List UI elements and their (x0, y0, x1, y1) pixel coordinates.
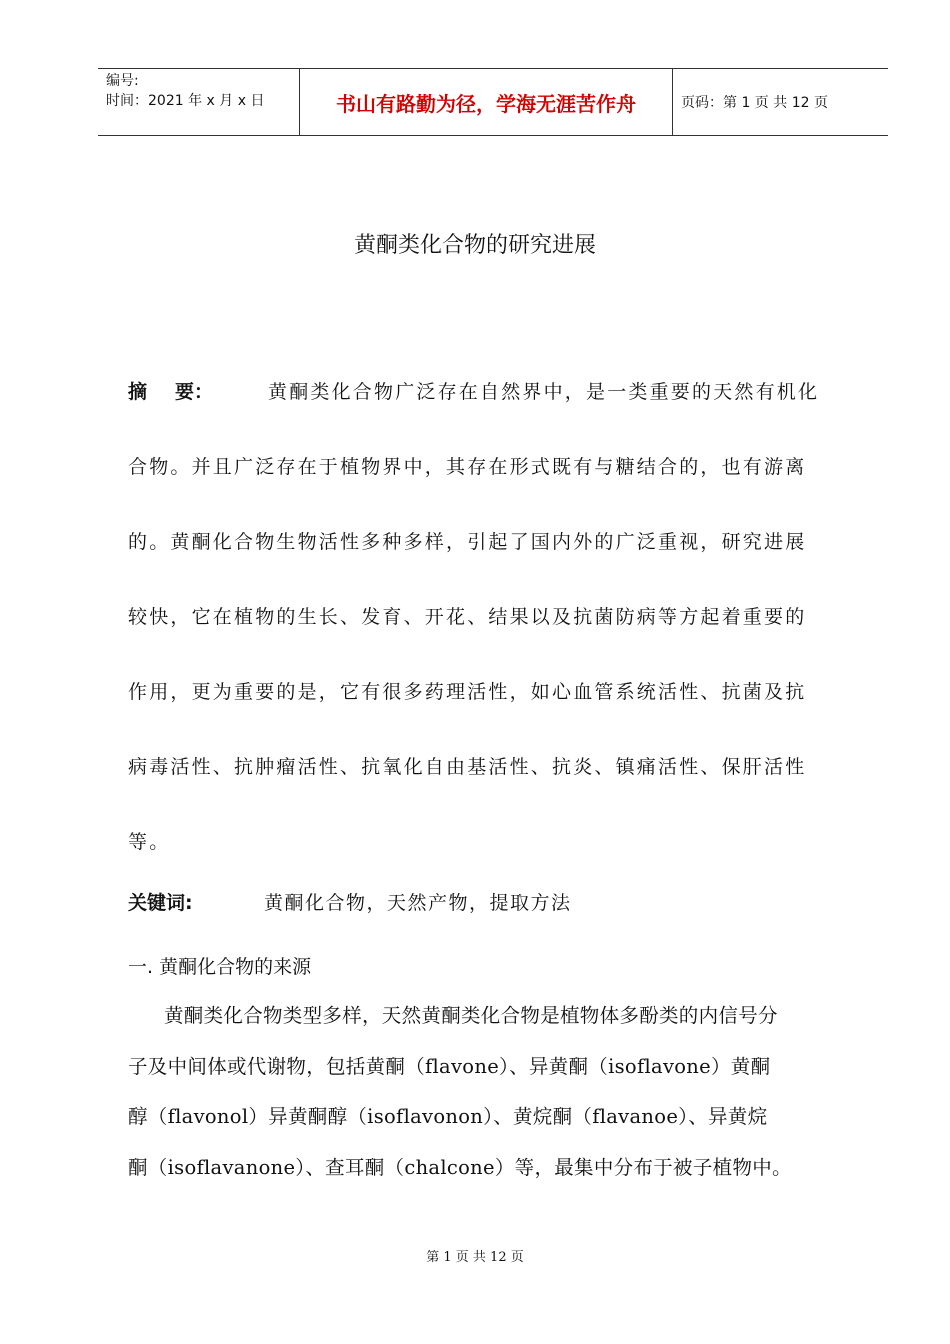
header-page-info: 页码：第 1 页 共 12 页 (681, 95, 828, 111)
document-header (98, 68, 888, 136)
abstract (128, 372, 863, 897)
time-label: 时间：2021 年 x 月 x 日 (106, 93, 265, 109)
body-line: 黄酮类化合物类型多样，天然黄酮类化合物是植物体多酚类的内信号分 (164, 1004, 778, 1027)
keywords (128, 888, 572, 915)
body-line: 酮（isoflavanone）、查耳酮（chalcone）等，最集中分布于被子植物中。 (128, 1155, 792, 1179)
abstract-label-char1: 摘 (128, 381, 148, 403)
abstract-line: 病毒活性、抗肿瘤活性、抗氧化自由基活性、抗炎、镇痛活性、保肝活性 (128, 756, 807, 778)
code-label: 编号: (106, 73, 139, 89)
keywords-text: 黄酮化合物，天然产物，提取方法 (264, 892, 572, 914)
abstract-line: 的。黄酮化合物生物活性多种多样，引起了国内外的广泛重视，研究进展 (128, 531, 807, 553)
body-line: 醇（flavonol）异黄酮醇（isoflavonon）、黄烷酮（flavanoe）、异黄烷 (128, 1105, 768, 1128)
section-heading: 一. 黄酮化合物的来源 (128, 956, 312, 978)
abstract-label (128, 372, 268, 412)
abstract-text: 黄酮类化合物广泛存在自然界中，是一类重要的天然有机化 (268, 381, 820, 403)
abstract-line: 等。 (128, 831, 171, 853)
abstract-line: 合物。并且广泛存在于植物界中，其存在形式既有与糖结合的，也有游离 (128, 456, 807, 478)
document-title: 黄酮类化合物的研究进展 (353, 233, 596, 258)
keywords-label: 关键词: (128, 892, 193, 914)
header-motto: 书山有路勤为径，学海无涯苦作舟 (300, 69, 673, 135)
abstract-line (128, 372, 863, 447)
header-meta (98, 69, 300, 135)
abstract-line: 作用，更为重要的是，它有很多药理活性，如心血管系统活性、抗菌及抗 (128, 681, 807, 703)
body-line: 子及中间体或代谢物，包括黄酮（flavone）、异黄酮（isoflavone）黄酮 (128, 1054, 771, 1078)
page-footer: 第 1 页 共 12 页 (426, 1250, 524, 1265)
section-body (128, 998, 868, 1200)
abstract-label-char2: 要： (175, 381, 214, 403)
abstract-line: 较快，它在植物的生长、发育、开花、结果以及抗菌防病等方起着重要的 (128, 606, 807, 628)
